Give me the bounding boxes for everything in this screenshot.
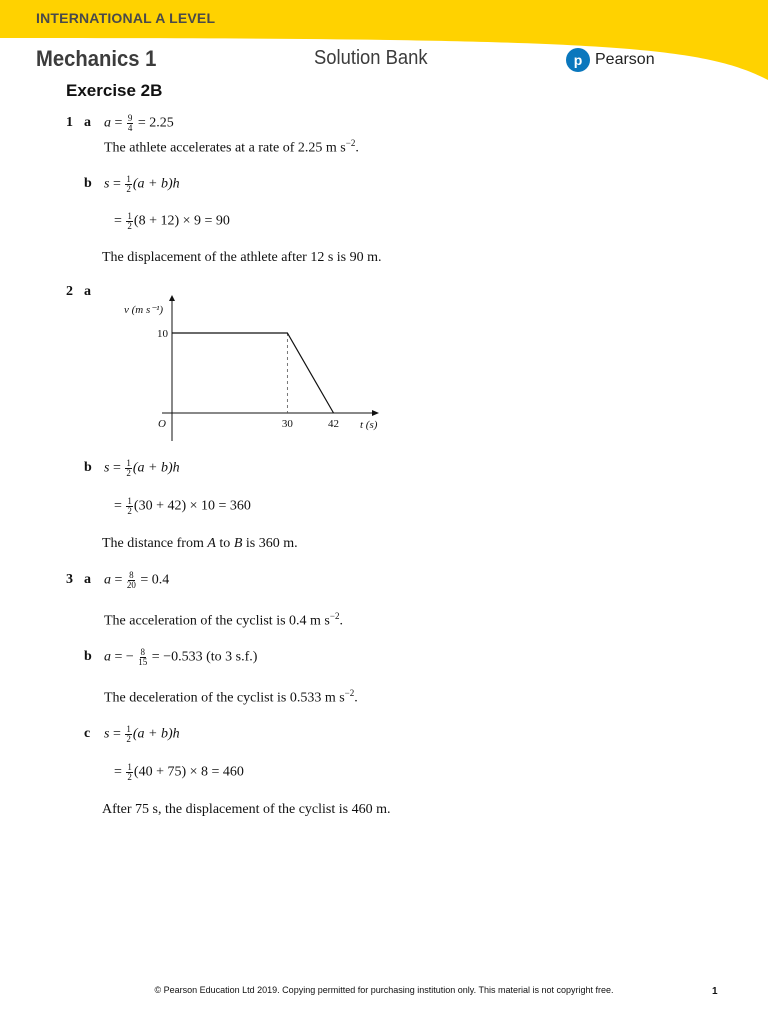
y-axis-label: v (m s⁻¹) [124,304,164,316]
x-axis-label: t (s) [360,419,378,431]
q1b-label: b [84,176,92,191]
page-number: 1 [712,986,718,997]
q3a-equation: a = $\frac{8}{20}$ = 0.4 [104,570,170,590]
q1a-label: a [84,115,91,130]
q3c-formula: s = $\frac{1}{2}$ (a + b)h [104,724,180,744]
velocity-series-line [172,333,334,413]
q2a-label: a [84,284,91,299]
x-tick-label-1: 42 [328,418,340,430]
q3b-label: b [84,649,92,664]
svg-text:p: p [573,52,583,68]
q3b-equation: a = − $\frac{8}{15}$ = −0.533 (to 3 s.f.) [104,647,258,667]
q1a-fraction: $\frac{9}{4}$ [127,113,133,133]
section-title: Solution Bank [314,47,428,69]
q3a-label: a [84,572,91,587]
q1a-result: = 2.25 [137,115,174,131]
exercise-title: Exercise 2B [66,81,163,100]
x-tick-label-0: 30 [281,418,293,430]
y-tick-label-0: 10 [157,328,168,340]
x-axis-arrow [372,410,379,416]
book-title: Mechanics 1 [36,46,157,71]
q3-number: 3 [66,572,73,587]
q1a-equation: a = $\frac{9}{4}$ = 2.25 [104,113,174,133]
q3c-substitution: = $\frac{1}{2}$ (40 + 75) × 8 = 460 [114,762,244,782]
q1b-substitution: = $\frac{1}{2}$ (8 + 12) × 9 = 90 [114,211,230,231]
q3c-answer: After 75 s, the displacement of the cyclist is 460 m. [102,802,391,817]
pearson-p-icon [566,48,590,72]
pearson-wordmark: Pearson [595,51,655,68]
origin-label: O [158,418,166,430]
q1-number: 1 [66,115,73,130]
q2-number: 2 [66,284,73,299]
q3a-answer: The acceleration of the cyclist is 0.4 m $s^{-2}$. [104,611,343,629]
q2b-substitution: = $\frac{1}{2}$ (30 + 42) × 10 = 360 [114,496,251,516]
q1b-formula: s = $\frac{1}{2}$ (a + b)h [104,174,180,194]
q3c-label: c [84,726,91,741]
q3b-answer: The deceleration of the cyclist is 0.533 m $s^{-2}$. [104,688,358,706]
q2b-formula: s = $\frac{1}{2}$ (a + b)h [104,458,180,478]
q2b-label: b [84,460,92,475]
series-title: INTERNATIONAL A LEVEL [36,10,216,26]
pearson-logo [566,48,655,72]
velocity-time-graph [110,295,400,450]
q1b-answer: The displacement of the athlete after 12 s is 90 m. [102,250,382,265]
copyright-notice: © Pearson Education Ltd 2019. Copying permitted for purchasing institution only. This material is not copyright free. [154,985,614,995]
y-axis-arrow [169,295,175,301]
q1a-answer: The athlete accelerates at a rate of 2.25 m $s^{-2}$. [104,138,359,156]
q1a-lhs: a [104,115,111,131]
q2b-answer: The distance from A to B is 360 m. [102,536,298,551]
